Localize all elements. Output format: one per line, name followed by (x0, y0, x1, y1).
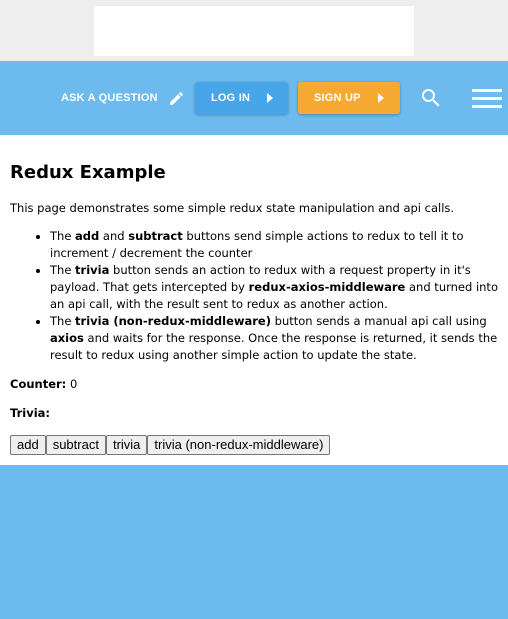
counter-line (10, 377, 77, 391)
ad-banner (94, 6, 414, 56)
add-button[interactable]: add (10, 435, 46, 455)
action-buttons (10, 435, 330, 455)
search-icon[interactable] (419, 86, 443, 110)
counter-value: 0 (69, 377, 78, 391)
page-title: Redux Example (10, 162, 166, 183)
trivia-button[interactable]: trivia (106, 435, 147, 455)
site-header (0, 61, 508, 135)
signup-label: SIGN UP (314, 92, 361, 104)
main-content (0, 135, 508, 465)
ask-question-link[interactable] (61, 85, 185, 111)
counter-label: Counter: (10, 377, 67, 391)
site-footer (0, 465, 508, 619)
caret-right-icon (266, 93, 274, 103)
intro-text: This page demonstrates some simple redux state manipulation and api calls. (10, 201, 455, 215)
signup-button[interactable] (298, 82, 400, 114)
caret-right-icon (377, 93, 385, 103)
feature-list (10, 228, 498, 364)
trivia-label: Trivia: (10, 406, 50, 420)
hamburger-menu-icon[interactable] (471, 86, 503, 110)
trivia-line (10, 406, 50, 420)
login-label: LOG IN (211, 92, 251, 104)
login-button[interactable] (195, 82, 288, 114)
trivia-non-middleware-button[interactable]: trivia (non-redux-middleware) (147, 435, 330, 455)
pencil-icon (168, 90, 185, 107)
list-item: • The trivia button sends an action to redux with a request property in it's payload. That gets intercepted by redux-axios-middleware and turned into an api call, with the result sent to redux as another action. (50, 262, 498, 313)
subtract-button[interactable]: subtract (46, 435, 106, 455)
ask-question-label: ASK A QUESTION (61, 92, 158, 104)
list-item: • The trivia (non-redux-middleware) button sends a manual api call using axios and waits for the response. Once the response is returned, it sends the result to redux using another simple action to update the state. (50, 313, 498, 364)
list-item: • The add and subtract buttons send simple actions to redux to tell it to increment / decrement the counter (50, 228, 498, 262)
